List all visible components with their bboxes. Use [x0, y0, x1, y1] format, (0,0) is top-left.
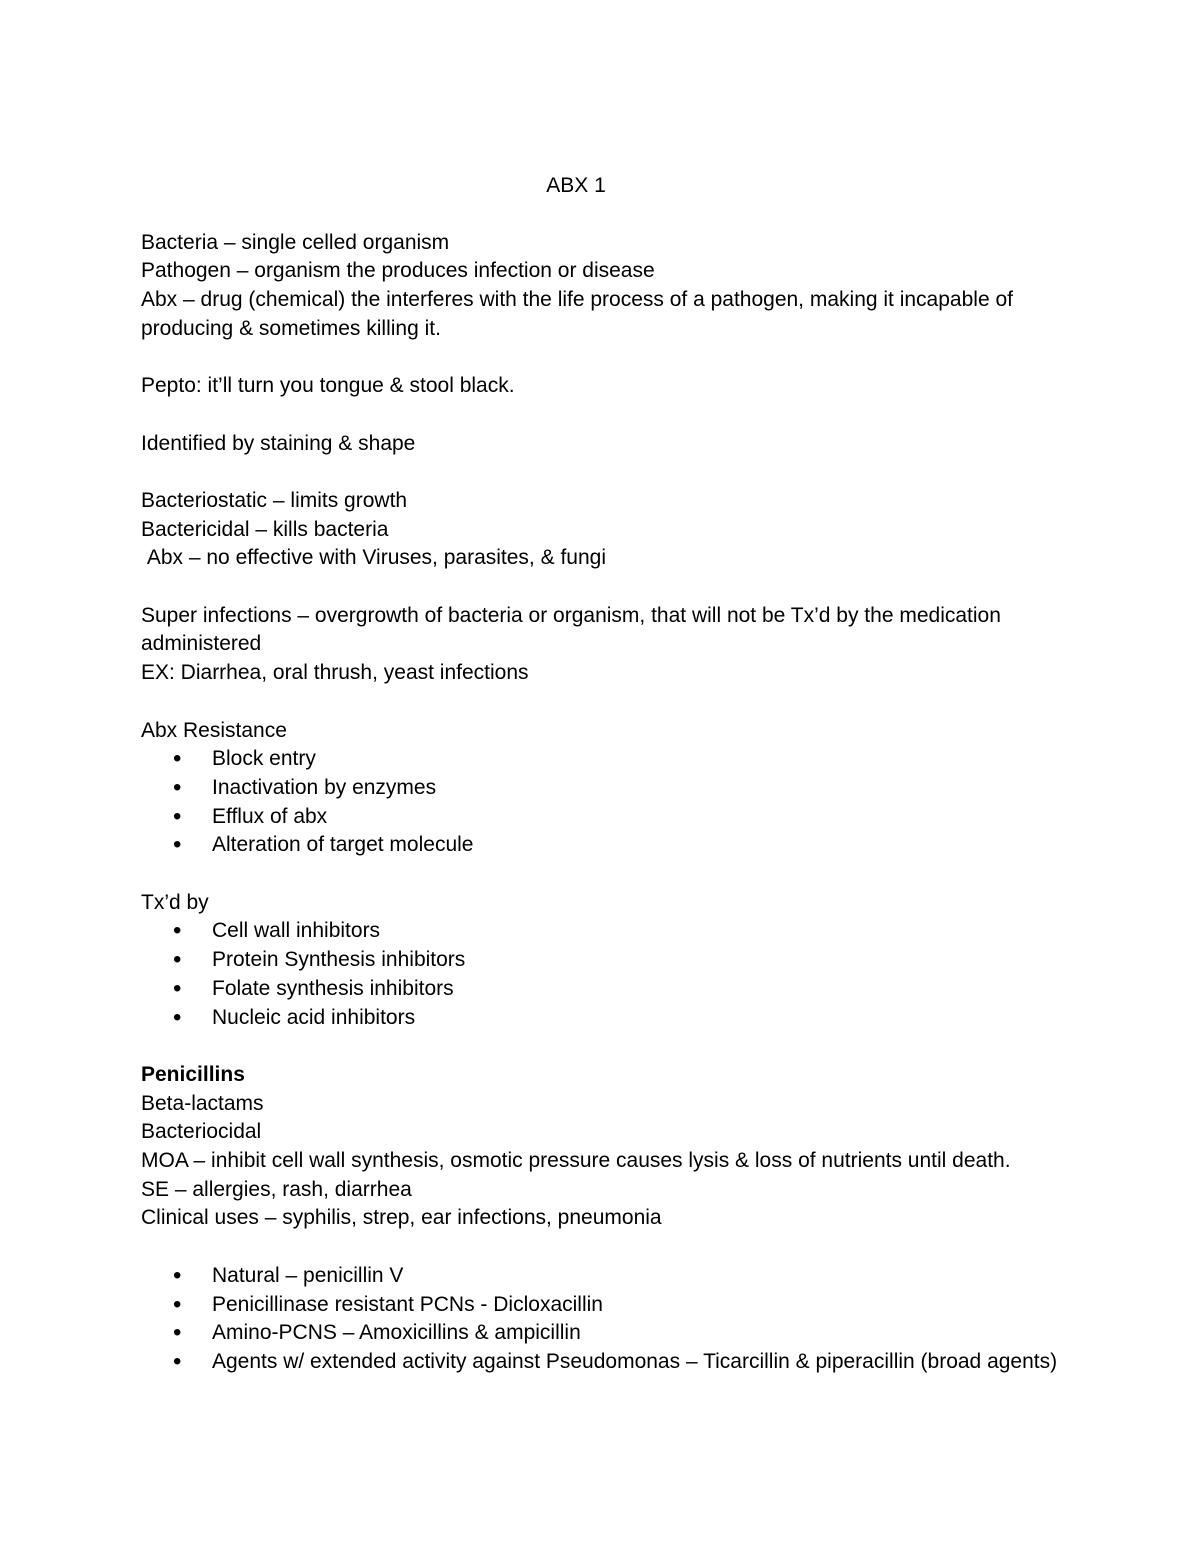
list-item: • Folate synthesis inhibitors [141, 975, 1061, 1004]
list-item: • Protein Synthesis inhibitors [141, 946, 1061, 975]
list-item: • Alteration of target molecule [141, 831, 1061, 860]
penicillins-line: MOA – inhibit cell wall synthesis, osmotic pressure causes lysis & loss of nutrients until death. [141, 1149, 1011, 1173]
spacer [141, 458, 1061, 487]
spacer [141, 688, 1061, 717]
note-pepto: Pepto: it’ll turn you tongue & stool black. [141, 374, 515, 398]
document-body [141, 171, 1061, 1377]
spacer [141, 1032, 1061, 1061]
definition-super-infections: Super infections – overgrowth of bacteria or organism, that will not be Tx’d by the medication administered [141, 603, 1007, 656]
penicillins-heading: Penicillins [141, 1062, 245, 1086]
list-item: • Nucleic acid inhibitors [141, 1004, 1061, 1033]
definition-bacteriostatic: Bacteriostatic – limits growth [141, 488, 408, 512]
list-item: • Penicillinase resistant PCNs - Dicloxacillin [141, 1291, 1061, 1320]
spacer [141, 200, 1061, 229]
treated-by-list [141, 917, 1061, 1032]
list-item: • Cell wall inhibitors [141, 917, 1061, 946]
document-title: ABX 1 [546, 174, 606, 197]
spacer [141, 860, 1061, 889]
spacer [141, 344, 1061, 373]
treated-by-heading: Tx’d by [141, 890, 209, 914]
penicillins-line: Beta-lactams [141, 1091, 264, 1115]
resistance-list [141, 745, 1061, 860]
definition-bacteria: Bacteria – single celled organism [141, 230, 450, 254]
penicillin-types-list [141, 1262, 1061, 1377]
list-item: • Agents w/ extended activity against Pseudomonas – Ticarcillin & piperacillin (broad agents) [141, 1348, 1061, 1377]
list-item: • Inactivation by enzymes [141, 774, 1061, 803]
note-abx-not-effective: Abx – no effective with Viruses, parasites, & fungi [141, 546, 606, 570]
list-item: • Block entry [141, 745, 1061, 774]
penicillins-line: Clinical uses – syphilis, strep, ear infections, pneumonia [141, 1206, 662, 1230]
definition-abx: Abx – drug (chemical) the interferes with the life process of a pathogen, making it incapable of producing & sometimes killing it. [141, 288, 1019, 340]
list-item: • Amino-PCNS – Amoxicillins & ampicillin [141, 1319, 1061, 1348]
list-item: • Efflux of abx [141, 803, 1061, 832]
super-infections-examples: EX: Diarrhea, oral thrush, yeast infections [141, 661, 529, 685]
spacer [141, 1233, 1061, 1262]
note-identified: Identified by staining & shape [141, 431, 416, 455]
spacer [141, 401, 1061, 430]
definition-bactericidal: Bactericidal – kills bacteria [141, 517, 389, 541]
spacer [141, 573, 1061, 602]
penicillins-line: SE – allergies, rash, diarrhea [141, 1177, 412, 1201]
list-item: • Natural – penicillin V [141, 1262, 1061, 1291]
penicillins-line: Bacteriocidal [141, 1120, 262, 1144]
resistance-heading: Abx Resistance [141, 718, 287, 742]
definition-pathogen: Pathogen – organism the produces infection or disease [141, 259, 655, 283]
